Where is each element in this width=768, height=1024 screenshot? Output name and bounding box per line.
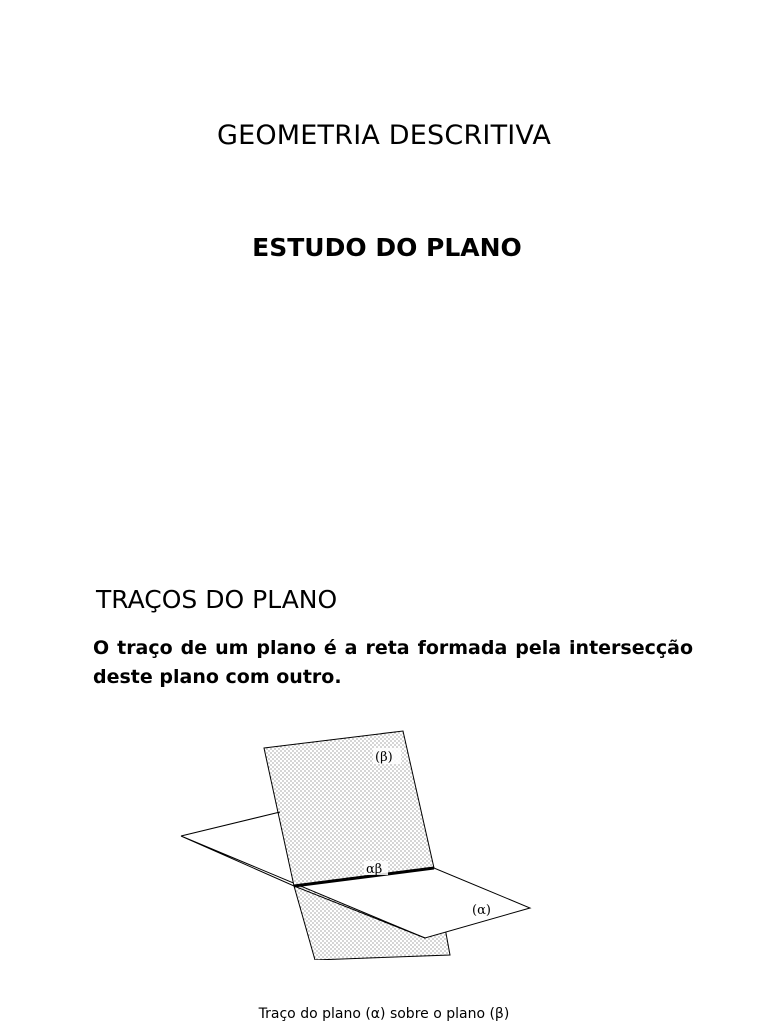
plane-beta-upper (264, 731, 434, 886)
page-title: GEOMETRIA DESCRITIVA (216, 120, 552, 151)
label-beta: (β) (375, 750, 393, 765)
page-subtitle: ESTUDO DO PLANO (252, 233, 522, 262)
figure-caption: Traço do plano (α) sobre o plano (β) (258, 1006, 510, 1022)
label-alpha: (α) (472, 903, 491, 918)
planes-intersection-figure (170, 720, 550, 960)
section-heading: TRAÇOS DO PLANO (96, 585, 338, 614)
label-trace: αβ (366, 862, 383, 877)
definition-text: O traço de um plano é a reta formada pela intersecção deste plano com outro. (93, 637, 693, 688)
